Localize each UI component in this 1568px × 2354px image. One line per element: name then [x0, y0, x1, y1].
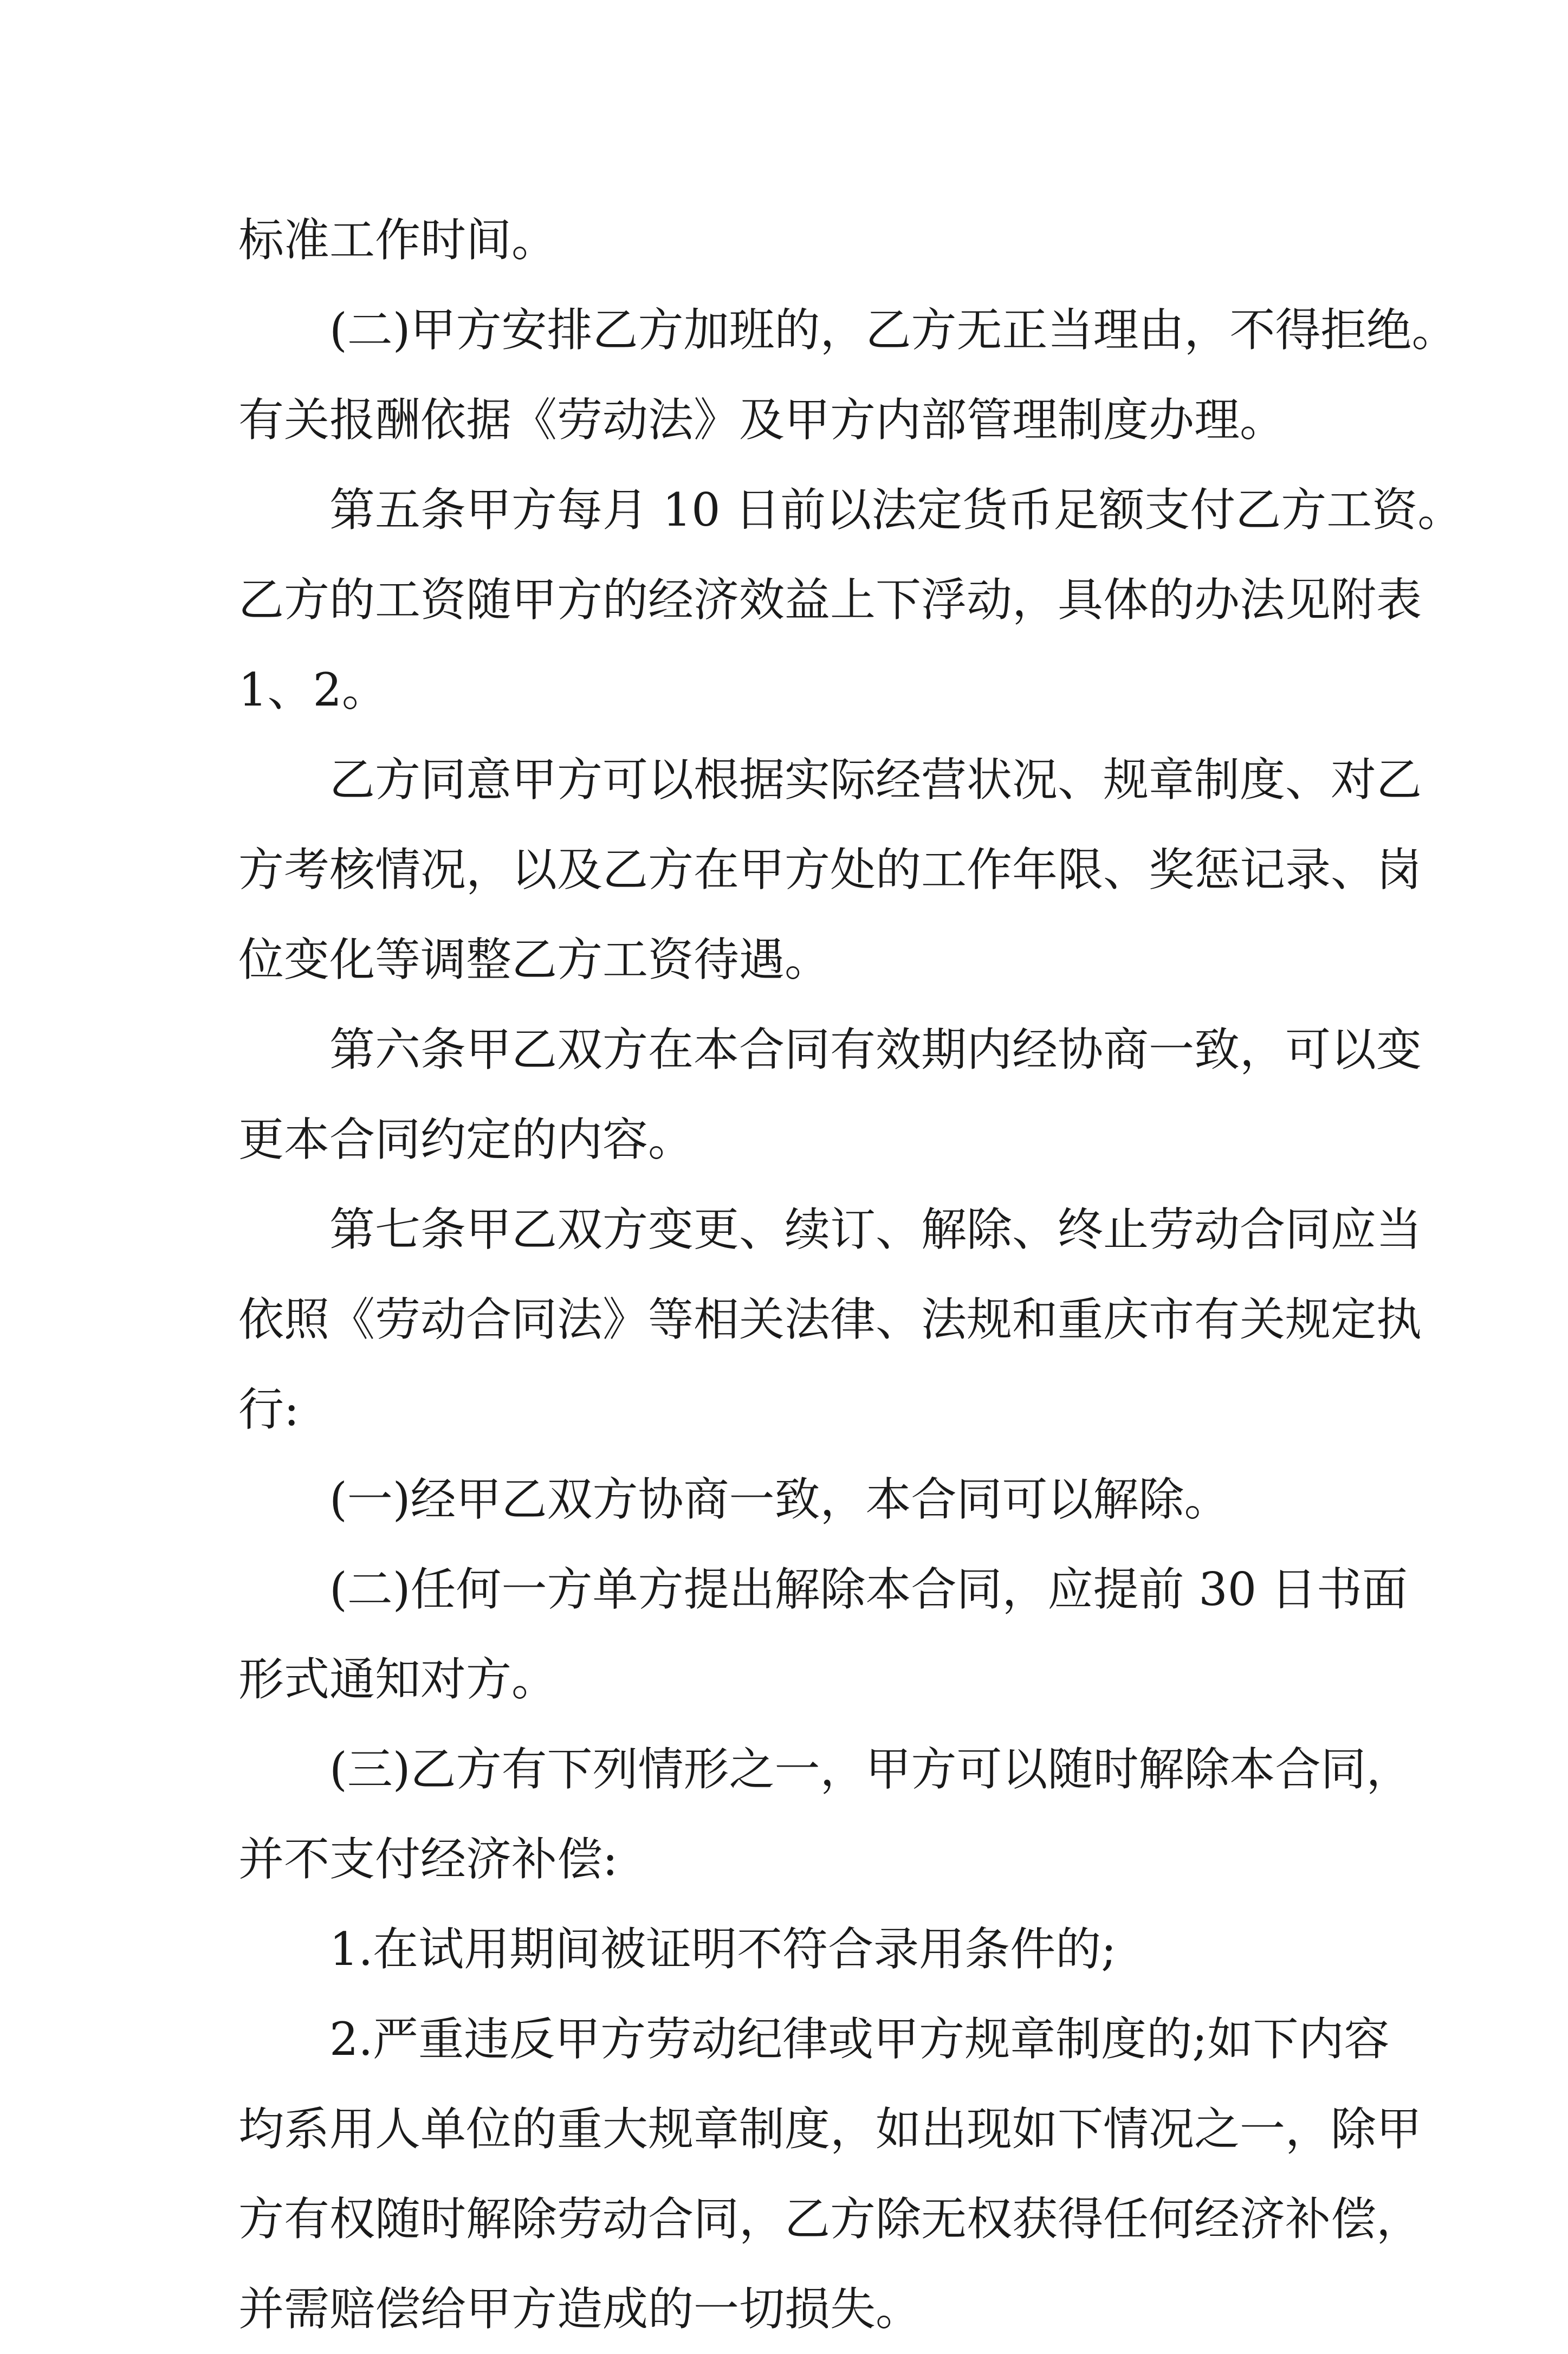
text-line: 行:	[238, 1383, 300, 1436]
text-line: 并不支付经济补偿:	[238, 1833, 618, 1886]
text-line: 1、2。	[238, 663, 387, 716]
text-line: 1.在试用期间被证明不符合录用条件的;	[329, 1923, 1117, 1976]
text-line: 标准工作时间。	[238, 214, 558, 267]
text-line: (二)任何一方单方提出解除本合同，应提前 30 日书面	[329, 1563, 1408, 1616]
text-line: (一)经甲乙双方协商一致，本合同可以解除。	[329, 1473, 1230, 1526]
text-line: 更本合同约定的内容。	[238, 1113, 694, 1166]
text-line: 位变化等调整乙方工资待遇。	[238, 933, 831, 986]
text-line: 第五条甲方每月 10 日前以法定货币足额支付乙方工资。	[329, 483, 1463, 536]
text-line: 方考核情况，以及乙方在甲方处的工作年限、奖惩记录、岗	[238, 843, 1422, 896]
text-line: 依照《劳动合同法》等相关法律、法规和重庆市有关规定执	[238, 1293, 1422, 1346]
text-line: 2.严重违反甲方劳动纪律或甲方规章制度的;如下内容	[329, 2013, 1390, 2066]
text-line: (三)乙方有下列情形之一，甲方可以随时解除本合同，	[329, 1743, 1412, 1796]
text-line: 第六条甲乙双方在本合同有效期内经协商一致，可以变	[329, 1023, 1422, 1076]
text-line: 乙方的工资随甲方的经济效益上下浮动，具体的办法见附表	[238, 573, 1422, 626]
text-line: 第七条甲乙双方变更、续订、解除、终止劳动合同应当	[329, 1203, 1422, 1256]
text-line: 均系用人单位的重大规章制度，如出现如下情况之一，除甲	[238, 2103, 1422, 2156]
text-line: 并需赔偿给甲方造成的一切损失。	[238, 2282, 922, 2336]
text-line: 有关报酬依据《劳动法》及甲方内部管理制度办理。	[238, 393, 1286, 447]
document-body	[238, 195, 1463, 2354]
text-line: 方有权随时解除劳动合同，乙方除无权获得任何经济补偿，	[238, 2193, 1422, 2246]
text-line: (二)甲方安排乙方加班的，乙方无正当理由，不得拒绝。	[329, 303, 1457, 357]
text-line: 形式通知对方。	[238, 1653, 558, 1706]
document-page	[238, 195, 1463, 2354]
text-line: 乙方同意甲方可以根据实际经营状况、规章制度、对乙	[329, 753, 1422, 806]
